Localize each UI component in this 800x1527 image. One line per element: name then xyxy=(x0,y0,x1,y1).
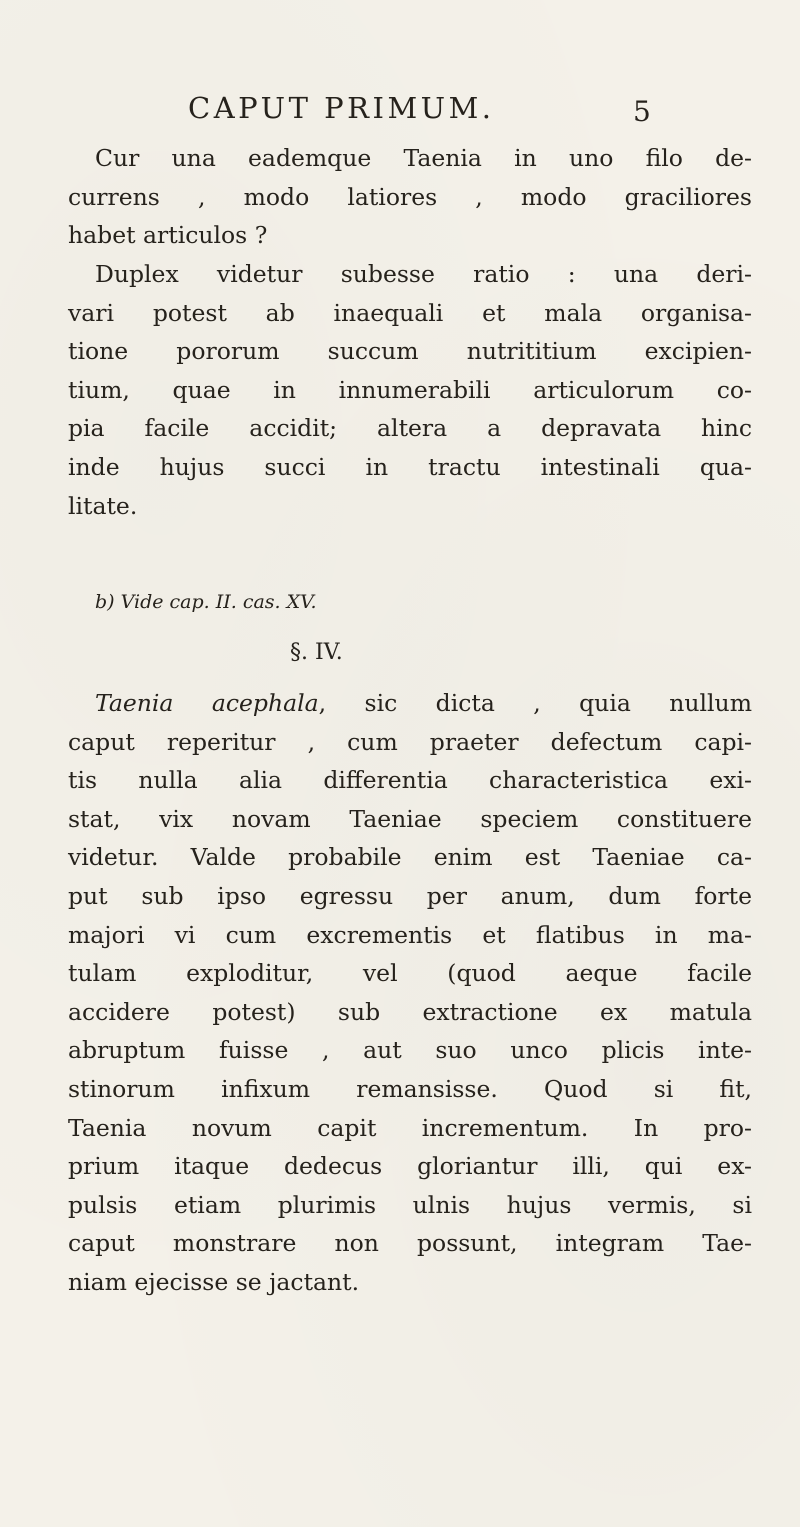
text-line: pulsis etiam plurimis ulnis hujus vermis, si xyxy=(68,1190,752,1219)
text-line: prium itaque dedecus gloriantur illi, qui ex- xyxy=(68,1152,752,1181)
text-line: caput reperitur , cum praeter defectum capi- xyxy=(68,727,752,756)
text-line: put sub ipso egressu per anum, dum forte xyxy=(68,881,752,910)
text-fragment: , sic dicta , quia nullum xyxy=(318,689,752,717)
text-line: stinorum infixum remansisse. Quod si fit, xyxy=(68,1074,752,1103)
text-line: accidere potest) sub extractione ex matula xyxy=(68,997,752,1026)
text-line: currens , modo latiores , modo graciliores xyxy=(68,182,752,211)
paragraph-question xyxy=(68,139,752,255)
term-taenia-acephala: Taenia acephala xyxy=(95,689,319,717)
text-line: niam ejecisse se jactant. xyxy=(68,1267,360,1296)
section-heading: §. IV. xyxy=(290,640,343,665)
text-line: tium, quae in innumerabili articulorum co- xyxy=(68,375,752,404)
text-line: stat, vix novam Taeniae speciem constituere xyxy=(68,804,752,833)
text-line: litate. xyxy=(68,491,138,520)
text-line: tione pororum succum nutrititium excipien- xyxy=(68,337,752,366)
paragraph-answer xyxy=(68,255,752,525)
text-line: inde hujus succi in tractu intestinali qua- xyxy=(68,452,752,481)
text-line: abruptum fuisse , aut suo unco plicis inte- xyxy=(68,1036,752,1065)
text-line: Cur una eademque Taenia in uno filo de- xyxy=(95,144,752,172)
footnote: b) Vide cap. II. cas. XV. xyxy=(95,591,317,613)
text-line: vari potest ab inaequali et mala organisa- xyxy=(68,298,752,327)
page-number: 5 xyxy=(633,95,651,128)
text-line: videtur. Valde probabile enim est Taeniae ca- xyxy=(68,843,752,872)
running-head xyxy=(0,86,800,130)
text-line: caput monstrare non possunt, integram Tae- xyxy=(68,1229,752,1258)
text-line: tulam exploditur, vel (quod aeque facile xyxy=(68,959,752,988)
text-line: majori vi cum excrementis et flatibus in ma- xyxy=(68,920,752,949)
text-line: tis nulla alia differentia characteristica exi- xyxy=(68,766,752,795)
text-line: Duplex videtur subesse ratio : una deri- xyxy=(95,260,752,288)
paragraph-taenia-acephala xyxy=(68,684,752,1302)
text-line: pia facile accidit; altera a depravata hinc xyxy=(68,414,752,443)
text-line: Taenia novum capit incrementum. In pro- xyxy=(68,1113,752,1142)
running-title: CAPUT PRIMUM. xyxy=(188,91,495,125)
text-line: habet articulos ? xyxy=(68,221,268,250)
text-line xyxy=(68,684,752,723)
